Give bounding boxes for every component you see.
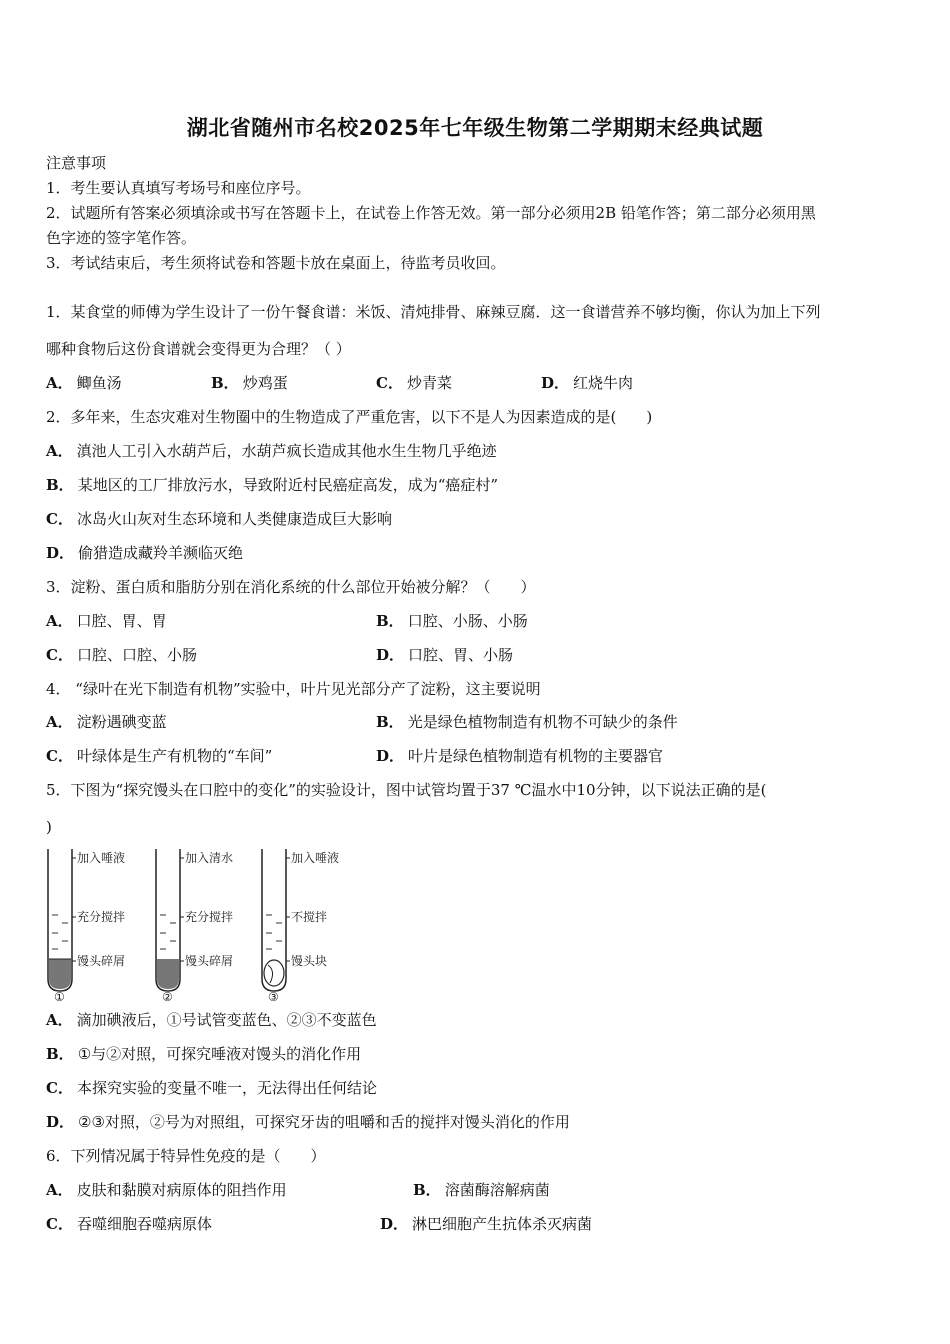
question-5-option-d: D． ②③对照，②号为对照组，可探究牙齿的咀嚼和舌的搅拌对馒头消化的作用: [46, 1113, 570, 1131]
question-3-stem: 3．淀粉、蛋白质和脂肪分别在消化系统的什么部位开始被分解？（ ）: [46, 578, 536, 596]
test-tube-figure: [40, 843, 360, 1003]
question-1-option-a: A． 鲫鱼汤: [46, 374, 122, 392]
notice-item: 1．考生要认真填写考场号和座位序号。: [46, 179, 311, 197]
question-3-option-b: B． 口腔、小肠、小肠: [376, 612, 528, 630]
question-5-option-b: B． ①与②对照，可探究唾液对馒头的消化作用: [46, 1045, 362, 1063]
tube-3-bottom-label: 馒头块: [291, 954, 328, 968]
notice-heading: 注意事项: [46, 154, 107, 172]
tube-3-top-label: 加入唾液: [291, 851, 340, 865]
question-5-option-a: A． 滴加碘液后，①号试管变蓝色、②③不变蓝色: [46, 1011, 377, 1029]
question-1-stem: 1．某食堂的师傅为学生设计了一份午餐食谱：米饭、清炖排骨、麻辣豆腐．这一食谱营养不够均衡，你认为加上下列: [46, 303, 821, 321]
tube-1-number: ①: [54, 990, 65, 1003]
question-4-option-c: C． 叶绿体是生产有机物的“车间”: [46, 747, 273, 765]
question-1-option-b: B． 炒鸡蛋: [211, 374, 288, 392]
tube-3-number: ③: [268, 990, 279, 1003]
question-3-option-c: C． 口腔、口腔、小肠: [46, 646, 197, 664]
question-5-option-c: C． 本探究实验的变量不唯一，无法得出任何结论: [46, 1079, 377, 1097]
tube-2-number: ②: [162, 990, 173, 1003]
question-3-option-d: D． 口腔、胃、小肠: [376, 646, 514, 664]
question-4-option-a: A． 淀粉遇碘变蓝: [46, 713, 167, 731]
tube-2-top-label: 加入清水: [185, 851, 234, 865]
page-title: 湖北省随州市名校2025年七年级生物第二学期期末经典试题: [186, 116, 764, 140]
tube-2-bottom-label: 馒头碎屑: [185, 954, 234, 968]
question-3-option-a: A． 口腔、胃、胃: [46, 612, 167, 630]
test-tube-2: [156, 849, 233, 1003]
question-6-option-a: A． 皮肤和黏膜对病原体的阻挡作用: [46, 1181, 287, 1199]
tube-1-top-label: 加入唾液: [77, 851, 126, 865]
tube-3-mid-label: 不搅拌: [291, 910, 328, 924]
question-5-stem: ): [46, 818, 52, 836]
test-tube-1: [48, 849, 125, 1003]
notice-item: 3．考试结束后，考生须将试卷和答题卡放在桌面上，待监考员收回。: [46, 254, 506, 272]
question-6-stem: 6．下列情况属于特异性免疫的是（ ）: [46, 1147, 326, 1165]
tube-1-mid-label: 充分搅拌: [77, 910, 126, 924]
question-6-option-c: C． 吞噬细胞吞噬病原体: [46, 1215, 212, 1233]
question-6-option-b: B． 溶菌酶溶解病菌: [413, 1181, 550, 1199]
notice-item: 色字迹的签字笔作答。: [46, 229, 197, 247]
test-tube-3: [262, 849, 339, 1003]
question-2-option-b: B． 某地区的工厂排放污水，导致附近村民癌症高发，成为“癌症村”: [46, 476, 499, 494]
question-1-option-c: C． 炒青菜: [376, 374, 452, 392]
tube-2-mid-label: 充分搅拌: [185, 910, 234, 924]
question-1-option-d: D． 红烧牛肉: [541, 374, 634, 392]
tube-1-bottom-label: 馒头碎屑: [77, 954, 126, 968]
question-6-option-d: D． 淋巴细胞产生抗体杀灭病菌: [380, 1215, 593, 1233]
question-2-option-d: D． 偷猎造成藏羚羊濒临灭绝: [46, 544, 244, 562]
question-5-stem: 5．下图为“探究馒头在口腔中的变化”的实验设计，图中试管均置于37 ℃温水中10分钟，以下说法正确的是(: [46, 781, 767, 799]
question-2-stem: 2．多年来，生态灾难对生物圈中的生物造成了严重危害，以下不是人为因素造成的是( ): [46, 408, 653, 426]
question-4-option-b: B． 光是绿色植物制造有机物不可缺少的条件: [376, 713, 678, 731]
question-2-option-a: A． 滇池人工引入水葫芦后，水葫芦疯长造成其他水生生物几乎绝迹: [46, 442, 497, 460]
question-1-stem: 哪种食物后这份食谱就会变得更为合理？（ ）: [46, 340, 351, 358]
question-4-option-d: D． 叶片是绿色植物制造有机物的主要器官: [376, 747, 664, 765]
notice-item: 2．试题所有答案必须填涂或书写在答题卡上，在试卷上作答无效。第一部分必须用2B 铅笔作答；第二部分必须用黑: [46, 204, 816, 222]
question-2-option-c: C． 冰岛火山灰对生态环境和人类健康造成巨大影响: [46, 510, 392, 528]
question-4-stem: 4． “绿叶在光下制造有机物”实验中，叶片见光部分产了淀粉，这主要说明: [46, 680, 541, 698]
